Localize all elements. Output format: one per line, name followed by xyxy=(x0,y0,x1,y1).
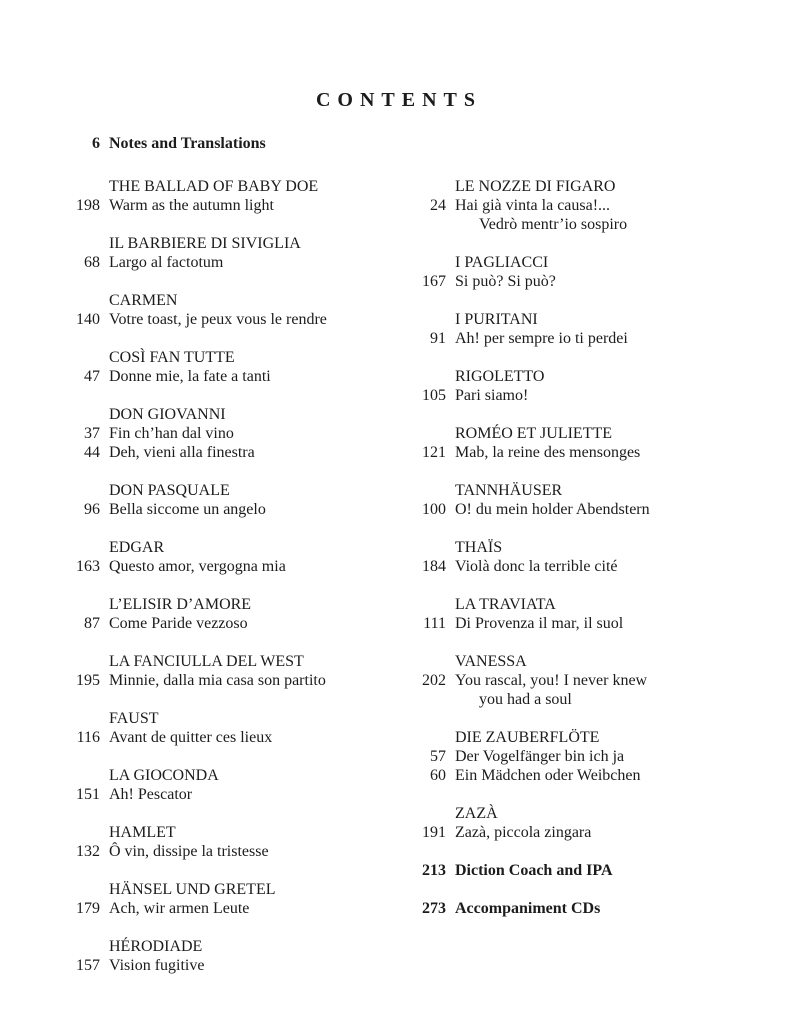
aria-line xyxy=(64,253,409,272)
intro-label: Notes and Translations xyxy=(109,135,266,152)
page-number-spacer xyxy=(64,709,100,728)
aria-line xyxy=(64,443,409,462)
opera-title-line xyxy=(64,348,409,367)
back-matter-label: Accompaniment CDs xyxy=(455,900,601,917)
opera-block xyxy=(64,937,409,975)
opera-block xyxy=(410,481,755,519)
opera-block xyxy=(64,348,409,386)
opera-title: L’ELISIR D’AMORE xyxy=(109,596,252,613)
aria-title: Si può? Si può? xyxy=(455,273,556,290)
page-number: 116 xyxy=(76,729,100,746)
aria-title: Vision fugitive xyxy=(109,957,205,974)
page-number-spacer xyxy=(64,937,100,956)
page-number-spacer xyxy=(64,880,100,899)
opera-block xyxy=(64,652,409,690)
opera-block xyxy=(64,538,409,576)
aria-line xyxy=(410,329,755,348)
opera-title-line xyxy=(410,804,755,823)
opera-block xyxy=(64,234,409,272)
opera-block xyxy=(64,405,409,462)
opera-title: FAUST xyxy=(109,710,159,727)
aria-line xyxy=(410,386,755,405)
aria-title: Fin ch’han dal vino xyxy=(109,425,234,442)
opera-title-line xyxy=(64,595,409,614)
back-matter-line xyxy=(410,861,755,880)
aria-line xyxy=(64,614,409,633)
aria-title: Questo amor, vergogna mia xyxy=(109,558,286,575)
aria-line xyxy=(64,728,409,747)
back-matter-entry xyxy=(410,899,755,918)
opera-title-line xyxy=(410,367,755,386)
intro-entry xyxy=(64,134,266,153)
opera-block xyxy=(410,367,755,405)
opera-title: THAÏS xyxy=(455,539,503,556)
opera-title: LA FANCIULLA DEL WEST xyxy=(109,653,304,670)
aria-title: Bella siccome un angelo xyxy=(109,501,266,518)
opera-title: LA GIOCONDA xyxy=(109,767,219,784)
opera-title: DON PASQUALE xyxy=(109,482,230,499)
opera-title-line xyxy=(64,823,409,842)
opera-title: VANESSA xyxy=(455,653,527,670)
opera-block xyxy=(410,804,755,842)
page-number-spacer xyxy=(410,367,446,386)
opera-title: HÄNSEL UND GRETEL xyxy=(109,881,276,898)
page-number-spacer xyxy=(64,652,100,671)
opera-title-line xyxy=(64,880,409,899)
opera-title: EDGAR xyxy=(109,539,165,556)
aria-line xyxy=(410,272,755,291)
page-number: 57 xyxy=(430,748,446,765)
page-number: 47 xyxy=(84,368,100,385)
aria-title: Ach, wir armen Leute xyxy=(109,900,250,917)
left-column xyxy=(64,177,409,994)
opera-title: HÉRODIADE xyxy=(109,938,203,955)
aria-title: Ô vin, dissipe la tristesse xyxy=(109,843,269,860)
aria-title: Warm as the autumn light xyxy=(109,197,274,214)
page-number-spacer xyxy=(410,595,446,614)
page-number: 213 xyxy=(422,862,446,879)
page-number: 179 xyxy=(76,900,100,917)
aria-line xyxy=(64,310,409,329)
opera-title-line xyxy=(64,234,409,253)
opera-block xyxy=(410,177,755,234)
aria-line xyxy=(64,785,409,804)
aria-line xyxy=(410,443,755,462)
page-number: 60 xyxy=(430,767,446,784)
aria-title: O! du mein holder Abendstern xyxy=(455,501,650,518)
page-number-spacer xyxy=(64,405,100,424)
aria-line xyxy=(410,671,755,690)
page-number-spacer xyxy=(410,310,446,329)
opera-block xyxy=(410,652,755,709)
aria-title: Zazà, piccola zingara xyxy=(455,824,592,841)
opera-title: LE NOZZE DI FIGARO xyxy=(455,178,616,195)
opera-title-line xyxy=(64,652,409,671)
aria-title: Votre toast, je peux vous le rendre xyxy=(109,311,327,328)
page-number-spacer xyxy=(64,234,100,253)
aria-line xyxy=(410,823,755,842)
aria-title-continuation: you had a soul xyxy=(479,691,572,708)
opera-title-line xyxy=(410,538,755,557)
opera-title-line xyxy=(64,177,409,196)
page-number: 163 xyxy=(76,558,100,575)
page-number: 132 xyxy=(76,843,100,860)
page-title: CONTENTS xyxy=(315,89,483,111)
aria-title: Hai già vinta la causa!... xyxy=(455,197,611,214)
page-number: 96 xyxy=(84,501,100,518)
page-number: 195 xyxy=(76,672,100,689)
aria-title: Violà donc la terrible cité xyxy=(455,558,618,575)
page-number-spacer xyxy=(64,766,100,785)
opera-title: IL BARBIERE DI SIVIGLIA xyxy=(109,235,301,252)
page-number-spacer xyxy=(410,690,446,709)
opera-block xyxy=(410,310,755,348)
page-number-spacer xyxy=(410,652,446,671)
opera-title: THE BALLAD OF BABY DOE xyxy=(109,178,319,195)
opera-block xyxy=(64,291,409,329)
page-number: 100 xyxy=(422,501,446,518)
opera-title: HAMLET xyxy=(109,824,176,841)
page-number-spacer xyxy=(64,538,100,557)
aria-title: Largo al factotum xyxy=(109,254,224,271)
back-matter-line xyxy=(410,899,755,918)
opera-title: COSÌ FAN TUTTE xyxy=(109,349,235,366)
right-column xyxy=(410,177,755,937)
page-number-spacer xyxy=(410,253,446,272)
aria-line xyxy=(64,899,409,918)
page-number: 105 xyxy=(422,387,446,404)
aria-line xyxy=(64,956,409,975)
opera-title-line xyxy=(64,766,409,785)
page-number-spacer xyxy=(64,595,100,614)
back-matter-entry xyxy=(410,861,755,880)
aria-line xyxy=(410,215,755,234)
page-number-spacer xyxy=(64,481,100,500)
opera-title-line xyxy=(410,728,755,747)
page-number-spacer xyxy=(410,177,446,196)
opera-title-line xyxy=(410,652,755,671)
page-number: 44 xyxy=(84,444,100,461)
aria-line xyxy=(410,747,755,766)
page-number-spacer xyxy=(64,823,100,842)
page-number: 68 xyxy=(84,254,100,271)
opera-title-line xyxy=(64,405,409,424)
aria-line xyxy=(64,842,409,861)
opera-block xyxy=(410,728,755,785)
aria-line xyxy=(64,671,409,690)
opera-title: ZAZÀ xyxy=(455,805,498,822)
page-number-spacer xyxy=(64,291,100,310)
page-number-spacer xyxy=(64,348,100,367)
page-number-spacer xyxy=(410,804,446,823)
opera-title-line xyxy=(410,253,755,272)
page-number: 191 xyxy=(422,824,446,841)
opera-title-line xyxy=(410,424,755,443)
opera-block xyxy=(64,880,409,918)
aria-line xyxy=(410,614,755,633)
opera-title-line xyxy=(64,291,409,310)
opera-block xyxy=(64,595,409,633)
aria-title: Minnie, dalla mia casa son partito xyxy=(109,672,326,689)
aria-title: Ah! per sempre io ti perdei xyxy=(455,330,628,347)
page-number: 184 xyxy=(422,558,446,575)
page-number: 111 xyxy=(423,615,446,632)
opera-block xyxy=(410,424,755,462)
opera-title-line xyxy=(64,481,409,500)
page-number-spacer xyxy=(410,728,446,747)
page-number: 202 xyxy=(422,672,446,689)
page-number-spacer xyxy=(410,215,446,234)
aria-line xyxy=(410,196,755,215)
opera-title: I PURITANI xyxy=(455,311,538,328)
opera-title: DON GIOVANNI xyxy=(109,406,226,423)
page-number: 87 xyxy=(84,615,100,632)
opera-title-line xyxy=(64,937,409,956)
opera-title-line xyxy=(410,595,755,614)
opera-block xyxy=(410,253,755,291)
aria-line xyxy=(410,690,755,709)
opera-block xyxy=(64,709,409,747)
page-number: 37 xyxy=(84,425,100,442)
page-number-spacer xyxy=(410,424,446,443)
page-number: 91 xyxy=(430,330,446,347)
aria-line xyxy=(64,500,409,519)
aria-line xyxy=(64,557,409,576)
aria-line xyxy=(64,424,409,443)
page-number: 24 xyxy=(430,197,446,214)
page-number-spacer xyxy=(410,481,446,500)
page-number: 198 xyxy=(76,197,100,214)
opera-block xyxy=(64,766,409,804)
opera-title-line xyxy=(410,177,755,196)
aria-title: Der Vogelfänger bin ich ja xyxy=(455,748,625,765)
opera-title: RIGOLETTO xyxy=(455,368,545,385)
aria-line xyxy=(64,367,409,386)
aria-title: Come Paride vezzoso xyxy=(109,615,248,632)
aria-line xyxy=(410,766,755,785)
opera-title: LA TRAVIATA xyxy=(455,596,556,613)
opera-block xyxy=(410,595,755,633)
opera-title-line xyxy=(64,709,409,728)
aria-title-continuation: Vedrò mentr’io sospiro xyxy=(479,216,628,233)
aria-title: You rascal, you! I never knew xyxy=(455,672,648,689)
opera-title: CARMEN xyxy=(109,292,178,309)
page-number: 121 xyxy=(422,444,446,461)
aria-title: Deh, vieni alla finestra xyxy=(109,444,255,461)
aria-line xyxy=(410,557,755,576)
page-number: 140 xyxy=(76,311,100,328)
opera-title: I PAGLIACCI xyxy=(455,254,549,271)
opera-block xyxy=(64,481,409,519)
opera-title-line xyxy=(64,538,409,557)
opera-title: DIE ZAUBERFLÖTE xyxy=(455,729,600,746)
aria-title: Pari siamo! xyxy=(455,387,529,404)
aria-title: Di Provenza il mar, il suol xyxy=(455,615,624,632)
opera-title: ROMÉO ET JULIETTE xyxy=(455,425,613,442)
back-matter-label: Diction Coach and IPA xyxy=(455,862,613,879)
aria-title: Ah! Pescator xyxy=(109,786,193,803)
aria-title: Donne mie, la fate a tanti xyxy=(109,368,271,385)
opera-block xyxy=(410,538,755,576)
page-number: 151 xyxy=(76,786,100,803)
page-number-spacer xyxy=(64,177,100,196)
opera-title-line xyxy=(410,310,755,329)
page-number-spacer xyxy=(410,538,446,557)
aria-title: Avant de quitter ces lieux xyxy=(109,729,273,746)
intro-page-number: 6 xyxy=(92,135,100,152)
opera-block xyxy=(64,177,409,215)
page-number: 167 xyxy=(422,273,446,290)
page-number: 273 xyxy=(422,900,446,917)
opera-title: TANNHÄUSER xyxy=(455,482,563,499)
opera-block xyxy=(64,823,409,861)
aria-title: Ein Mädchen oder Weibchen xyxy=(455,767,641,784)
page-number: 157 xyxy=(76,957,100,974)
aria-title: Mab, la reine des mensonges xyxy=(455,444,641,461)
opera-title-line xyxy=(410,481,755,500)
aria-line xyxy=(410,500,755,519)
aria-line xyxy=(64,196,409,215)
